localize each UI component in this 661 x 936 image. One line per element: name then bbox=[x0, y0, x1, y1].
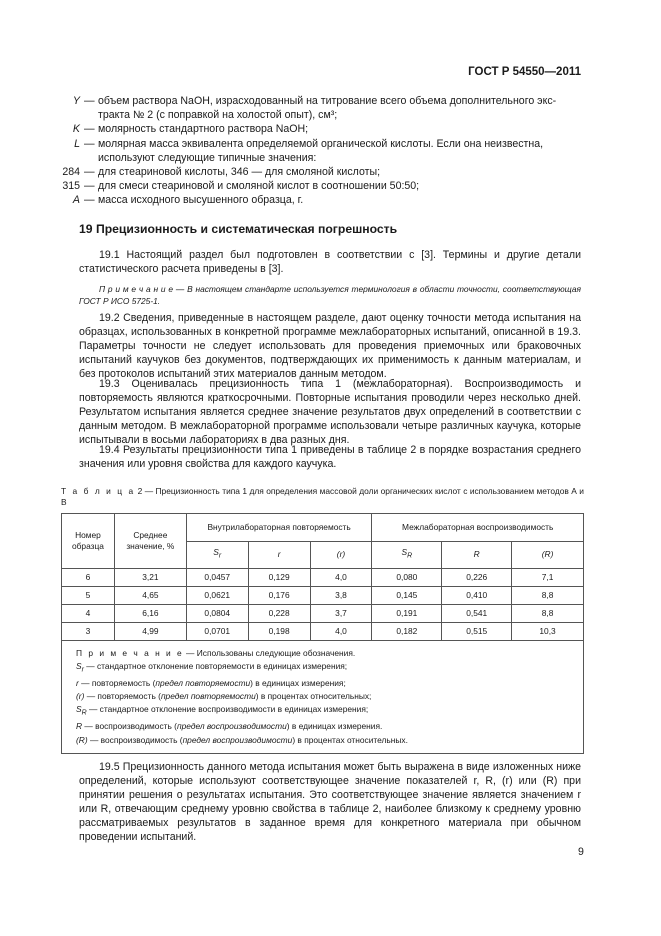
header-reproducibility: Межлабораторная воспроизводимость bbox=[372, 514, 584, 542]
definition-symbol: 315 bbox=[62, 180, 80, 192]
page-number: 9 bbox=[578, 846, 584, 858]
table-caption bbox=[61, 486, 584, 508]
table-cell: 0,176 bbox=[248, 587, 310, 605]
table-note-item: r — повторяемость (предел повторяемости) в единицах измерения; bbox=[76, 678, 346, 689]
table-cell: 8,8 bbox=[512, 587, 584, 605]
table-note-item: $S_R$ — стандартное отклонение воспроизводимости в единицах измерения; bbox=[76, 704, 369, 718]
table-cell: 0,080 bbox=[372, 569, 442, 587]
table-cell: 0,226 bbox=[442, 569, 512, 587]
header-mean-value: Среднее значение, % bbox=[114, 514, 186, 569]
table-cell: 0,541 bbox=[442, 605, 512, 623]
table-note-intro: П р и м е ч а н и е — Использованы следующие обозначения. bbox=[76, 648, 356, 658]
definition-symbol: Y bbox=[72, 95, 80, 107]
paragraph-19-2: 19.2 Сведения, приведенные в настоящем разделе, дают оценку точности метода испытания на образцах, использованных в конкретной программе межлабораторных испытаний, описанной в 19.3. Параметры точности не следует использовать для проведения приемочных или браковочных испытаний каучуков без документов, подтверждающих их применимость к данным материалам, и без протоколов испытаний этих материалов данным методом. bbox=[79, 312, 581, 380]
definition-symbol: A bbox=[72, 194, 80, 206]
table-cell: 0,129 bbox=[248, 569, 310, 587]
table-cell: 8,8 bbox=[512, 605, 584, 623]
header-r-percent: (r) bbox=[310, 541, 372, 569]
definition-text: масса исходного высушенного образца, г. bbox=[98, 194, 304, 206]
definition-text: молярность стандартного раствора NaOH; bbox=[98, 123, 309, 135]
header-R: R bbox=[442, 541, 512, 569]
table-cell: 0,145 bbox=[372, 587, 442, 605]
dash: — bbox=[84, 138, 95, 150]
table-caption-text: 2 — Прецизионность типа 1 для определения массовой доли органических кислот с использованием методов А и В bbox=[61, 486, 584, 507]
table-cell: 0,191 bbox=[372, 605, 442, 623]
table-cell: 0,0804 bbox=[186, 605, 248, 623]
definition-item bbox=[30, 94, 590, 122]
table-note-item: (r) — повторяемость (предел повторяемости) в процентах относительных; bbox=[76, 691, 372, 702]
table-cell: 3 bbox=[62, 623, 115, 641]
header-r: r bbox=[248, 541, 310, 569]
table-row bbox=[62, 587, 584, 605]
table-cell: 3,8 bbox=[310, 587, 372, 605]
table-cell: 0,182 bbox=[372, 623, 442, 641]
table-cell: 0,0621 bbox=[186, 587, 248, 605]
table-cell: 7,1 bbox=[512, 569, 584, 587]
definition-symbol: L bbox=[74, 138, 80, 150]
note-terminology bbox=[79, 283, 581, 307]
note-label: П р и м е ч а н и е bbox=[99, 284, 174, 294]
definition-text: молярная масса эквивалента определяемой органической кислоты. Если она неизвестна, используют следующие типичные значения: bbox=[98, 138, 544, 164]
paragraph-19-5: 19.5 Прецизионность данного метода испытания может быть выражена в виде изложенных ниже определений, которые используют соответствующее значение показателей r, R, (r) или (R) при принятии решения о результатах испытания. Это соответствующее значение является значением r или R, отвечающим среднему уровню свойства в таблице 2, наиболее близкому к среднему уровню рассматриваемых результатов в заданное время для конкретного материала при обычном проведении испытаний. bbox=[79, 761, 581, 843]
table-caption-label: Т а б л и ц а bbox=[61, 486, 136, 496]
table-cell: 0,198 bbox=[248, 623, 310, 641]
note-text: — В настоящем стандарте используется терминология в области точности, соответствующая ГОСТ Р ИСО 5725-1. bbox=[79, 284, 581, 306]
table-cell: 0,0457 bbox=[186, 569, 248, 587]
paragraph-19-4: 19.4 Результаты прецизионности типа 1 приведены в таблице 2 в порядке возрастания среднего значения или уровня свойства для каждого каучука. bbox=[79, 444, 581, 470]
table-cell: 0,410 bbox=[442, 587, 512, 605]
table-cell: 6,16 bbox=[114, 605, 186, 623]
definition-text: для смеси стеариновой и смоляной кислот в соотношении 50:50; bbox=[98, 180, 420, 192]
header-R-percent: (R) bbox=[512, 541, 584, 569]
definition-symbol: 284 bbox=[62, 166, 80, 178]
table-cell: 4 bbox=[62, 605, 115, 623]
table-note-item: $S_r$ — стандартное отклонение повторяемости в единицах измерения; bbox=[76, 661, 348, 674]
header-sample-number: Номер образца bbox=[62, 514, 115, 569]
table-cell: 10,3 bbox=[512, 623, 584, 641]
table-cell: 5 bbox=[62, 587, 115, 605]
table-note-item: R — воспроизводимость (предел воспроизводимости) в единицах измерения. bbox=[76, 721, 383, 732]
header-sr: $S_r$ bbox=[186, 541, 248, 569]
table-cell: 4,99 bbox=[114, 623, 186, 641]
section-title: 19 Прецизионность и систематическая погрешность bbox=[79, 222, 398, 236]
dash: — bbox=[84, 95, 95, 107]
definition-symbol: K bbox=[72, 123, 80, 135]
precision-table bbox=[61, 513, 584, 754]
table-cell: 4,0 bbox=[310, 569, 372, 587]
header-repeatability: Внутрилабораторная повторяемость bbox=[186, 514, 372, 542]
definition-text: объем раствора NaOH, израсходованный на титрование всего объема дополнительного экс- тракта № 2 (с поправкой на холостой опыт), см³; bbox=[98, 95, 557, 121]
dash: — bbox=[84, 180, 95, 192]
table-cell: 3,7 bbox=[310, 605, 372, 623]
paragraph-19-1: 19.1 Настоящий раздел был подготовлен в соответствии с [3]. Термины и другие детали статистического расчета приведены в [3]. bbox=[79, 249, 581, 275]
table-cell: 4,0 bbox=[310, 623, 372, 641]
table-note-item: (R) — воспроизводимость (предел воспроизводимости) в процентах относительных. bbox=[76, 734, 408, 745]
table-row bbox=[62, 623, 584, 641]
definition-text: для стеариновой кислоты, 346 — для смоляной кислоты; bbox=[98, 166, 381, 178]
document-header: ГОСТ Р 54550—2011 bbox=[468, 66, 581, 78]
table-cell: 0,0701 bbox=[186, 623, 248, 641]
table-row bbox=[62, 605, 584, 623]
table-cell: 4,65 bbox=[114, 587, 186, 605]
table-cell: 6 bbox=[62, 569, 115, 587]
dash: — bbox=[84, 123, 95, 135]
header-sR: $S_R$ bbox=[372, 541, 442, 569]
table-cell: 0,228 bbox=[248, 605, 310, 623]
paragraph-19-3: 19.3 Оценивалась прецизионность типа 1 (межлабораторная). Воспроизводимость и повторяемость являются краткосрочными. Повторные испытания проводили через несколько дней. Результатом испытания является среднее значение результатов двух определений в соответствии с данным методом. В межлабораторной программе использовали четыре различных каучука, которые испытывали в восьми лабораториях в два разных дня. bbox=[79, 378, 581, 446]
table-cell: 3,21 bbox=[114, 569, 186, 587]
dash: — bbox=[84, 194, 95, 206]
table-row bbox=[62, 569, 584, 587]
dash: — bbox=[84, 166, 95, 178]
table-cell: 0,515 bbox=[442, 623, 512, 641]
table-note bbox=[62, 641, 584, 754]
